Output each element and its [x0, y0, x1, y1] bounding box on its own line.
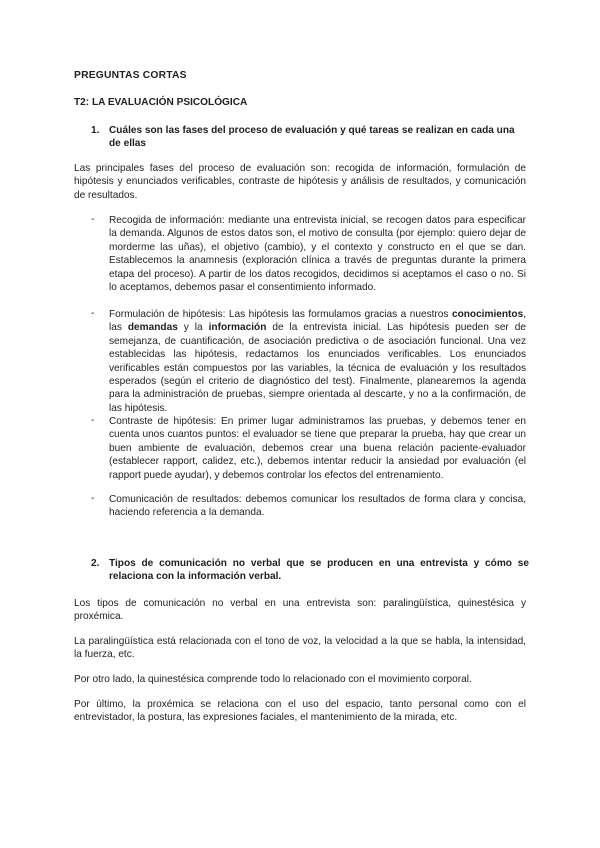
item-text: de la entrevista inicial. Las hipótesis pueden ser de semejanza, de cuantificación, de asociación predictiva o de asociación funcional. Una vez establecidas las hipótesis, redactamos los enunciados verificables. Los enunciados verificables están compuestos por las variables, la técnica de evaluación y los resultados esperados (según el criterio de diagnóstico del test). Finalmente, planearemos la agenda para la administración de pruebas, siempre orientada al descarte, y no a la confirmación, de las hipótesis.: [109, 322, 526, 414]
phase-item-contraste: Contraste de hipótesis: En primer lugar administramos las pruebas, y debemos tener en cuenta unos cuantos puntos: el evaluador se tiene que preparar la prueba, hay que crear un buen ambiente de evaluación, debemos crear una buena relación paciente-evaluador (establecer rapport, calidez, etc.), debemos intentar reducir la ansiedad por evaluación (el rapport puede ayudar), y debemos controlar los efectos del entrenamiento.: [109, 416, 526, 481]
section-heading: T2: LA EVALUACIÓN PSICOLÓGICA: [74, 97, 248, 108]
question-2-number: 2.: [91, 558, 100, 569]
phase-item-recogida: Recogida de información: mediante una entrevista inicial, se recogen datos para especificar la demanda. Algunos de estos datos son, el motivo de consulta (por ejemplo: quiero dejar de morderme las uñas), el objetivo (cambio), y el contexto y constructo en el que se dan. Establecemos la anamnesis (exploración clínica a través de preguntas durante la primera etapa del proceso). A partir de los datos recogidos, decidimos si aceptamos el caso o no. Si lo aceptamos, debemos pasar el consentimiento informado.: [109, 215, 526, 294]
question-1-intro: Las principales fases del proceso de evaluación son: recogida de información, formulación de hipótesis y enunciados verificables, contraste de hipótesis y análisis de resultados, y comunicación de resultados.: [74, 163, 526, 201]
phase-item-formulacion: [109, 308, 526, 415]
question-1-number: 1.: [91, 125, 100, 136]
bullet-marker: -: [91, 415, 95, 426]
question-2-text: Tipos de comunicación no verbal que se producen en una entrevista y cómo se relaciona con la información verbal.: [109, 558, 529, 583]
question-2-paragraph: Por otro lado, la quinestésica comprende todo lo relacionado con el movimiento corporal.: [74, 674, 472, 685]
document-title: PREGUNTAS CORTAS: [74, 70, 187, 81]
question-2-paragraph: Por último, la proxémica se relaciona con el uso del espacio, tanto personal como con el entrevistador, la postura, las expresiones faciales, el mantenimiento de la mirada, etc.: [74, 699, 526, 724]
bold-term: demandas: [127, 322, 178, 334]
question-2-paragraph: La paralingüística está relacionada con el tono de voz, la velocidad a la que se habla, la intensidad, la fuerza, etc.: [74, 636, 526, 661]
bullet-marker: -: [91, 308, 95, 319]
phase-item-comunicacion: Comunicación de resultados: debemos comunicar los resultados de forma clara y concisa, haciendo referencia a la demanda.: [109, 494, 526, 519]
bullet-marker: -: [91, 214, 95, 225]
item-text: , las: [109, 309, 526, 334]
item-text: Formulación de hipótesis: Las hipótesis las formulamos gracias a nuestros: [109, 309, 452, 320]
bold-term: conocimientos: [451, 309, 524, 320]
item-text: y la: [177, 322, 209, 334]
question-2-paragraph: Los tipos de comunicación no verbal en una entrevista son: paralingüística, quinestésica y proxémica.: [74, 598, 526, 623]
question-1-text: Cuáles son las fases del proceso de evaluación y qué tareas se realizan en cada una de ellas: [109, 125, 515, 150]
bullet-marker: -: [91, 493, 95, 504]
bold-term: información: [208, 322, 267, 334]
